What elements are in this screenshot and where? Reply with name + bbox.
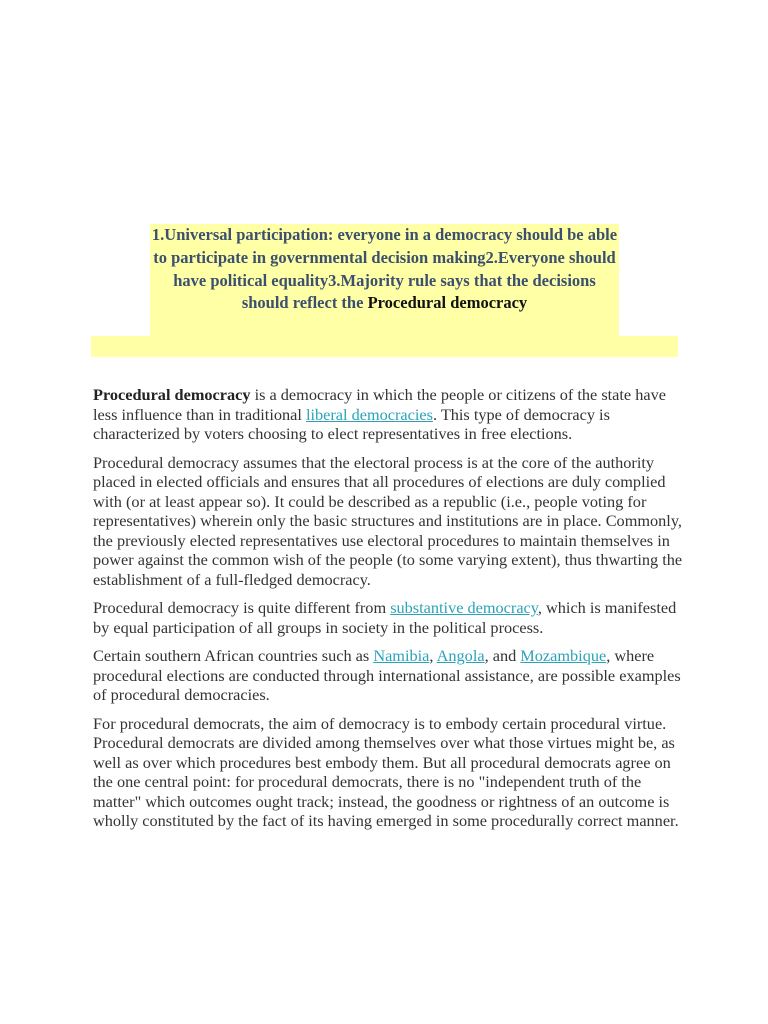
mozambique-link[interactable]: Mozambique (520, 646, 607, 665)
substantive-democracy-link[interactable]: substantive democracy (390, 598, 538, 617)
paragraph-4-text-b: , where procedural elections are conducted through international assistance, are possible examples of procedural democracies. (93, 646, 681, 704)
paragraph-1 (93, 385, 683, 444)
paragraph-1-text-a: is a democracy in which the people or citizens of the state have less influence than in traditional (93, 385, 666, 424)
callout-box (150, 224, 619, 315)
term-bold: Procedural democracy (93, 385, 251, 404)
paragraph-1-text-b: . This type of democracy is characterized by voters choosing to elect representatives in free elections. (93, 404, 610, 443)
paragraph-4-sep-1: , (429, 646, 437, 665)
paragraph-4-text-a: Certain southern African countries such as (93, 646, 374, 665)
paragraph-5: For procedural democrats, the aim of democracy is to embody certain procedural virtue. Procedural democrats are divided among themselves over what those virtues might be, as well as over which procedures best embody them. But all procedural democrats agree on the one central point: for procedural democrats, there is no "independent truth of the matter" which outcomes ought track; instead, the goodness or rightness of an outcome is wholly constituted by the fact of its having emerged in some procedurally correct manner. (93, 713, 679, 830)
liberal-democracies-link[interactable]: liberal democracies (305, 404, 433, 424)
paragraph-3-text-b: , which is manifested by equal participation of all groups in society in the political process. (93, 598, 677, 637)
angola-link[interactable]: Angola (436, 646, 485, 665)
paragraph-4-sep-2: , and (484, 646, 521, 665)
paragraph-3-text-a: Procedural democracy is quite different from (93, 598, 391, 617)
callout-text: 1.Universal participation: everyone in a democracy should be able to participate in governmental decision making2.Everyone should have political equality3.Majority rule says that the decisions should reflect the (151, 225, 618, 313)
paragraph-4 (93, 646, 683, 705)
callout-emphasis: Procedural democracy (367, 293, 528, 313)
callout-highlight-strip (91, 336, 678, 357)
article-body (93, 385, 683, 840)
paragraph-3 (93, 598, 683, 637)
paragraph-2: Procedural democracy assumes that the electoral process is at the core of the authority placed in elected officials and ensures that all procedures of elections are duly complied with (or at least appear so). It could be described as a republic (i.e., people voting for representatives) wherein only the basic structures and institutions are in place. Commonly, the previously elected representatives use electoral procedures to maintain themselves in power against the common wish of the people (to some varying extent), thus thwarting the establishment of a full-fledged democracy. (93, 452, 683, 589)
namibia-link[interactable]: Namibia (373, 646, 430, 665)
